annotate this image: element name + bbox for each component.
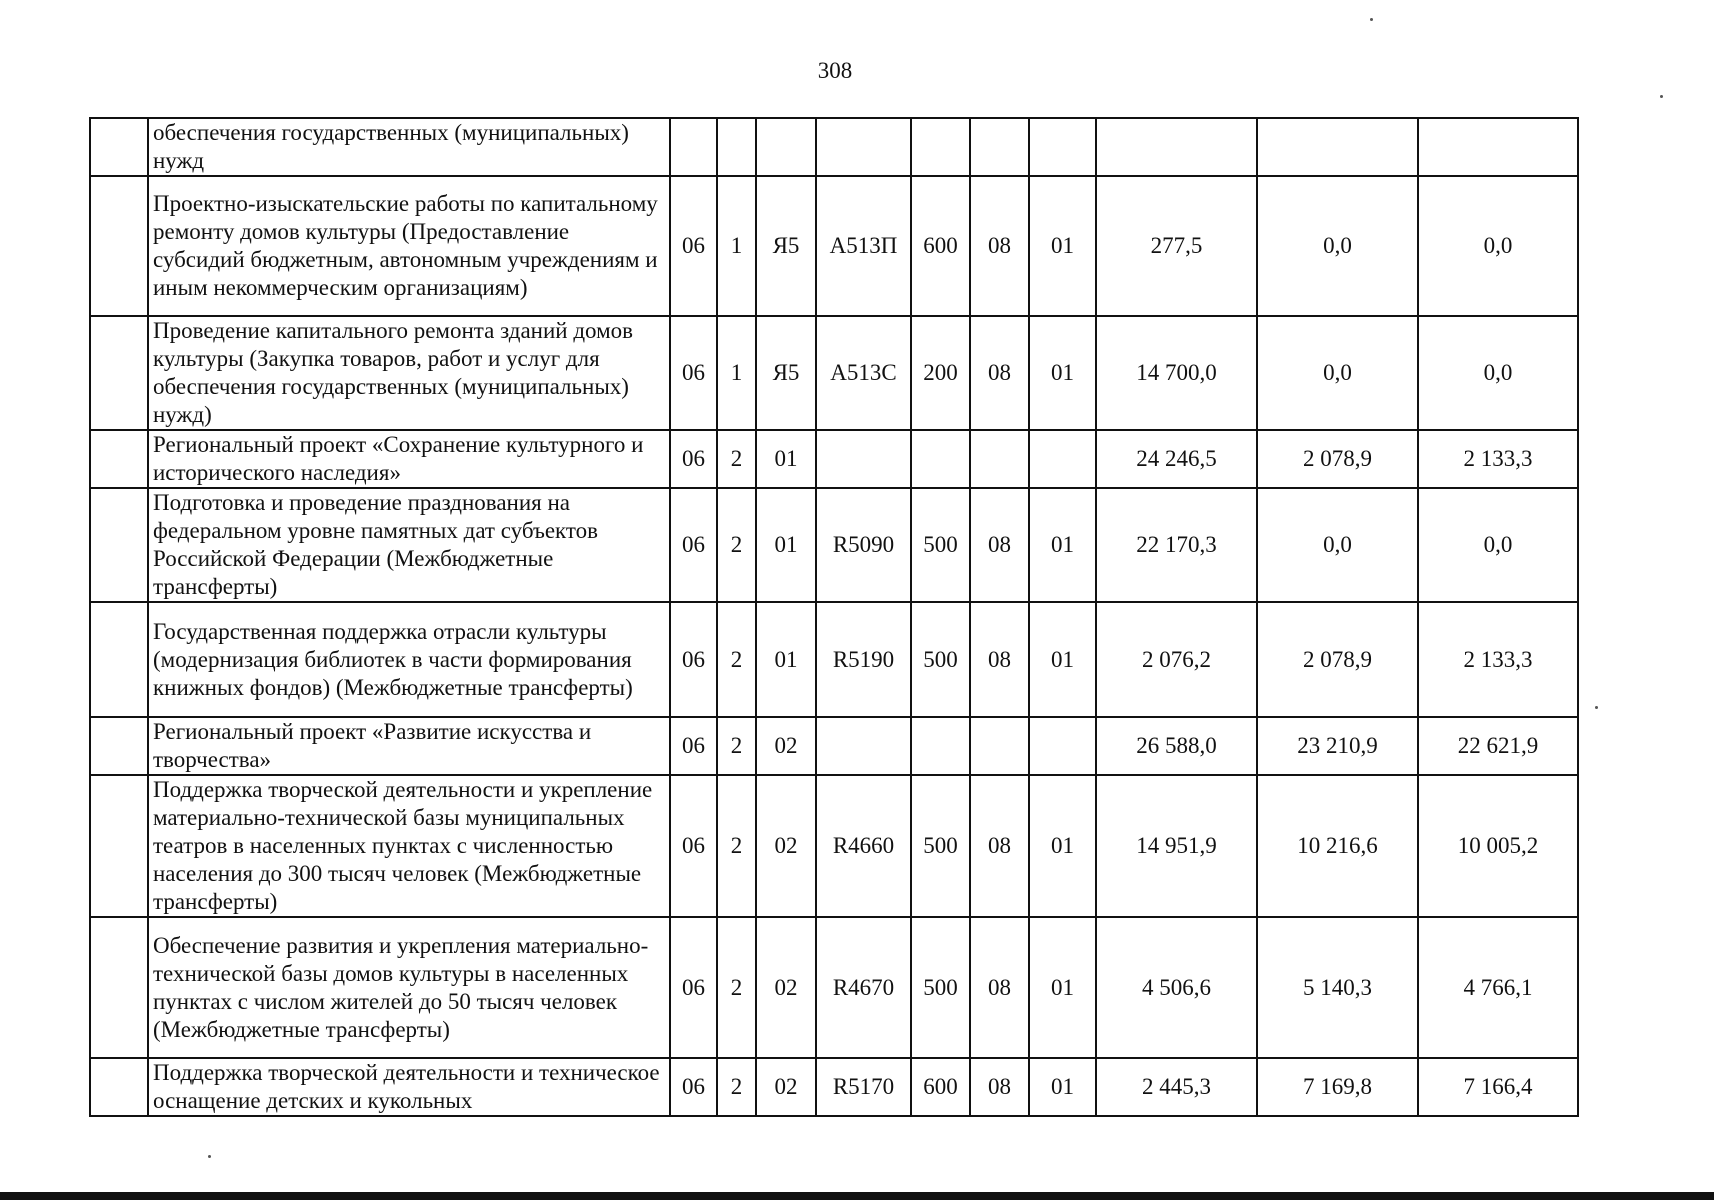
row-description: Поддержка творческой деятельности и укрепление материально-технической базы муниципальных театров в населенных пунктах с численностью населения до 300 тысяч человек (Межбюджетные трансферты) bbox=[148, 775, 670, 917]
project-code: 02 bbox=[756, 775, 816, 917]
target-code: R5190 bbox=[816, 602, 911, 717]
division: 08 bbox=[970, 1058, 1029, 1116]
table-row bbox=[90, 316, 1578, 430]
amount-year-1 bbox=[1096, 118, 1257, 176]
division: 08 bbox=[970, 176, 1029, 316]
scan-speck bbox=[1370, 18, 1373, 21]
amount-year-3: 7 166,4 bbox=[1418, 1058, 1578, 1116]
table-row bbox=[90, 717, 1578, 775]
row-description: Региональный проект «Развитие искусства и творчества» bbox=[148, 717, 670, 775]
expense-type: 500 bbox=[911, 488, 970, 602]
project-code bbox=[756, 118, 816, 176]
section-code: 06 bbox=[670, 775, 717, 917]
subdivision: 01 bbox=[1029, 488, 1096, 602]
amount-year-3: 10 005,2 bbox=[1418, 775, 1578, 917]
row-description: Обеспечение развития и укрепления материально-технической базы домов культуры в населенных пунктах с числом жителей до 50 тысяч человек (Межбюджетные трансферты) bbox=[148, 917, 670, 1058]
subprogram-code: 2 bbox=[717, 488, 756, 602]
scan-edge-line bbox=[0, 1192, 1714, 1200]
subdivision bbox=[1029, 430, 1096, 488]
target-code: А513С bbox=[816, 316, 911, 430]
row-description: Государственная поддержка отрасли культуры (модернизация библиотек в части формирования книжных фондов) (Межбюджетные трансферты) bbox=[148, 602, 670, 717]
table-row bbox=[90, 1058, 1578, 1116]
project-code: Я5 bbox=[756, 316, 816, 430]
row-index-cell bbox=[90, 488, 148, 602]
amount-year-1: 2 076,2 bbox=[1096, 602, 1257, 717]
amount-year-3: 22 621,9 bbox=[1418, 717, 1578, 775]
target-code: А513П bbox=[816, 176, 911, 316]
division: 08 bbox=[970, 488, 1029, 602]
target-code: R4660 bbox=[816, 775, 911, 917]
amount-year-1: 14 700,0 bbox=[1096, 316, 1257, 430]
row-index-cell bbox=[90, 430, 148, 488]
row-description: Проведение капитального ремонта зданий домов культуры (Закупка товаров, работ и услуг для обеспечения государственных (муниципальных) нужд) bbox=[148, 316, 670, 430]
division: 08 bbox=[970, 917, 1029, 1058]
subprogram-code: 2 bbox=[717, 917, 756, 1058]
row-description: Поддержка творческой деятельности и техническое оснащение детских и кукольных bbox=[148, 1058, 670, 1116]
amount-year-2: 2 078,9 bbox=[1257, 430, 1418, 488]
subprogram-code: 2 bbox=[717, 1058, 756, 1116]
section-code: 06 bbox=[670, 917, 717, 1058]
project-code: 01 bbox=[756, 602, 816, 717]
table-row bbox=[90, 118, 1578, 176]
subdivision: 01 bbox=[1029, 602, 1096, 717]
expense-type bbox=[911, 430, 970, 488]
project-code: 02 bbox=[756, 917, 816, 1058]
table-row bbox=[90, 917, 1578, 1058]
amount-year-3: 2 133,3 bbox=[1418, 602, 1578, 717]
division bbox=[970, 717, 1029, 775]
section-code: 06 bbox=[670, 1058, 717, 1116]
division bbox=[970, 430, 1029, 488]
row-index-cell bbox=[90, 118, 148, 176]
subprogram-code: 1 bbox=[717, 316, 756, 430]
scan-speck bbox=[208, 1155, 211, 1158]
page-number: 308 bbox=[817, 58, 853, 83]
section-code: 06 bbox=[670, 602, 717, 717]
row-index-cell bbox=[90, 917, 148, 1058]
row-index-cell bbox=[90, 176, 148, 316]
target-code bbox=[816, 430, 911, 488]
amount-year-1: 14 951,9 bbox=[1096, 775, 1257, 917]
target-code: R5170 bbox=[816, 1058, 911, 1116]
expense-type: 200 bbox=[911, 316, 970, 430]
scan-speck bbox=[1660, 95, 1663, 98]
section-code: 06 bbox=[670, 316, 717, 430]
expense-type: 500 bbox=[911, 917, 970, 1058]
row-index-cell bbox=[90, 1058, 148, 1116]
row-index-cell bbox=[90, 316, 148, 430]
amount-year-3: 2 133,3 bbox=[1418, 430, 1578, 488]
budget-table bbox=[89, 117, 1579, 1117]
division: 08 bbox=[970, 602, 1029, 717]
expense-type bbox=[911, 118, 970, 176]
amount-year-2: 0,0 bbox=[1257, 488, 1418, 602]
table-row bbox=[90, 430, 1578, 488]
amount-year-3 bbox=[1418, 118, 1578, 176]
subprogram-code: 2 bbox=[717, 430, 756, 488]
subdivision bbox=[1029, 118, 1096, 176]
subdivision: 01 bbox=[1029, 917, 1096, 1058]
subdivision: 01 bbox=[1029, 775, 1096, 917]
amount-year-2: 23 210,9 bbox=[1257, 717, 1418, 775]
subdivision bbox=[1029, 717, 1096, 775]
division: 08 bbox=[970, 775, 1029, 917]
subprogram-code: 2 bbox=[717, 717, 756, 775]
expense-type: 500 bbox=[911, 602, 970, 717]
target-code: R4670 bbox=[816, 917, 911, 1058]
division: 08 bbox=[970, 316, 1029, 430]
row-description: Региональный проект «Сохранение культурного и исторического наследия» bbox=[148, 430, 670, 488]
expense-type bbox=[911, 717, 970, 775]
amount-year-2: 2 078,9 bbox=[1257, 602, 1418, 717]
project-code: 02 bbox=[756, 717, 816, 775]
amount-year-3: 0,0 bbox=[1418, 176, 1578, 316]
amount-year-1: 26 588,0 bbox=[1096, 717, 1257, 775]
table-row bbox=[90, 775, 1578, 917]
amount-year-2: 0,0 bbox=[1257, 316, 1418, 430]
amount-year-3: 0,0 bbox=[1418, 316, 1578, 430]
expense-type: 600 bbox=[911, 176, 970, 316]
target-code: R5090 bbox=[816, 488, 911, 602]
row-index-cell bbox=[90, 717, 148, 775]
project-code: 01 bbox=[756, 430, 816, 488]
amount-year-3: 0,0 bbox=[1418, 488, 1578, 602]
amount-year-1: 24 246,5 bbox=[1096, 430, 1257, 488]
section-code: 06 bbox=[670, 176, 717, 316]
row-description: обеспечения государственных (муниципальных) нужд bbox=[148, 118, 670, 176]
amount-year-2: 0,0 bbox=[1257, 176, 1418, 316]
subdivision: 01 bbox=[1029, 1058, 1096, 1116]
project-code: 01 bbox=[756, 488, 816, 602]
row-index-cell bbox=[90, 775, 148, 917]
row-index-cell bbox=[90, 602, 148, 717]
table-row bbox=[90, 488, 1578, 602]
amount-year-1: 4 506,6 bbox=[1096, 917, 1257, 1058]
section-code bbox=[670, 118, 717, 176]
row-description: Подготовка и проведение празднования на федеральном уровне памятных дат субъектов Российской Федерации (Межбюджетные трансферты) bbox=[148, 488, 670, 602]
subprogram-code bbox=[717, 118, 756, 176]
subdivision: 01 bbox=[1029, 316, 1096, 430]
row-description: Проектно-изыскательские работы по капитальному ремонту домов культуры (Предоставление субсидий бюджетным, автономным учреждениям и иным некоммерческим организациям) bbox=[148, 176, 670, 316]
project-code: Я5 bbox=[756, 176, 816, 316]
amount-year-1: 277,5 bbox=[1096, 176, 1257, 316]
section-code: 06 bbox=[670, 717, 717, 775]
subprogram-code: 1 bbox=[717, 176, 756, 316]
amount-year-2 bbox=[1257, 118, 1418, 176]
table-row bbox=[90, 602, 1578, 717]
expense-type: 600 bbox=[911, 1058, 970, 1116]
table-row bbox=[90, 176, 1578, 316]
subprogram-code: 2 bbox=[717, 602, 756, 717]
division bbox=[970, 118, 1029, 176]
amount-year-2: 10 216,6 bbox=[1257, 775, 1418, 917]
amount-year-3: 4 766,1 bbox=[1418, 917, 1578, 1058]
target-code bbox=[816, 118, 911, 176]
amount-year-1: 2 445,3 bbox=[1096, 1058, 1257, 1116]
section-code: 06 bbox=[670, 488, 717, 602]
amount-year-1: 22 170,3 bbox=[1096, 488, 1257, 602]
subprogram-code: 2 bbox=[717, 775, 756, 917]
section-code: 06 bbox=[670, 430, 717, 488]
amount-year-2: 7 169,8 bbox=[1257, 1058, 1418, 1116]
expense-type: 500 bbox=[911, 775, 970, 917]
scan-speck bbox=[1595, 706, 1598, 709]
subdivision: 01 bbox=[1029, 176, 1096, 316]
project-code: 02 bbox=[756, 1058, 816, 1116]
amount-year-2: 5 140,3 bbox=[1257, 917, 1418, 1058]
target-code bbox=[816, 717, 911, 775]
